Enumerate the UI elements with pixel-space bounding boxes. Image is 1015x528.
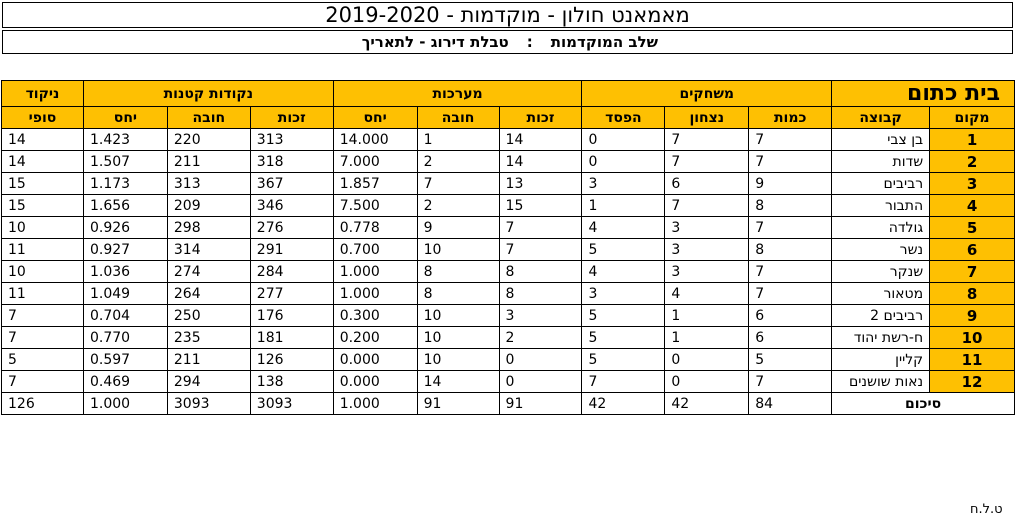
score-cell: 15: [2, 195, 84, 217]
table-row: [2, 305, 1015, 327]
sets-won-cell: 15: [499, 195, 582, 217]
lost-cell: 5: [582, 327, 665, 349]
totals-row: [2, 393, 1015, 415]
played-cell: 7: [749, 151, 832, 173]
played-cell: 5: [749, 349, 832, 371]
sets-won-cell: 8: [499, 261, 582, 283]
points-lost-cell: 294: [167, 371, 250, 393]
points-won-cell: 284: [250, 261, 333, 283]
points-won-cell: 126: [250, 349, 333, 371]
sets-lost-cell: 10: [417, 327, 499, 349]
position-cell: 7: [930, 261, 1015, 283]
total-points-lost-cell: 3093: [167, 393, 250, 415]
team-cell: גולדה: [832, 217, 930, 239]
points-ratio-cell: 1.173: [83, 173, 167, 195]
won-cell: 3: [665, 217, 749, 239]
table-row: [2, 327, 1015, 349]
lost-cell: 4: [582, 217, 665, 239]
played-cell: 8: [749, 195, 832, 217]
games-header: משחקים: [582, 81, 832, 107]
points-lost-cell: 264: [167, 283, 250, 305]
position-cell: 2: [930, 151, 1015, 173]
team-cell: התבור: [832, 195, 930, 217]
lost-cell: 1: [582, 195, 665, 217]
position-cell: 10: [930, 327, 1015, 349]
points-lost-cell: 235: [167, 327, 250, 349]
position-cell: 6: [930, 239, 1015, 261]
points-ratio-cell: 1.507: [83, 151, 167, 173]
sets-won-cell: 14: [499, 151, 582, 173]
footer-note: ט.ל.ח: [970, 502, 1003, 517]
team-cell: נשר: [832, 239, 930, 261]
score-cell: 15: [2, 173, 84, 195]
position-cell: 3: [930, 173, 1015, 195]
table-row: [2, 371, 1015, 393]
position-cell: 4: [930, 195, 1015, 217]
sets-ratio-cell: 7.000: [333, 151, 417, 173]
lost-cell: 5: [582, 305, 665, 327]
points-lost-cell: 313: [167, 173, 250, 195]
team-cell: שנקר: [832, 261, 930, 283]
score-cell: 10: [2, 217, 84, 239]
total-points-ratio-cell: 1.000: [83, 393, 167, 415]
won-cell: 6: [665, 173, 749, 195]
sets-lost-cell: 10: [417, 349, 499, 371]
sets-ratio-cell: 0.300: [333, 305, 417, 327]
total-lost-cell: 42: [582, 393, 665, 415]
team-cell: ח-רשת יהוד: [832, 327, 930, 349]
position-cell: 9: [930, 305, 1015, 327]
team-cell: בן צבי: [832, 129, 930, 151]
sets-ratio-cell: 0.700: [333, 239, 417, 261]
sets-ratio-cell: 0.200: [333, 327, 417, 349]
sets-ratio-col-header: יחס: [333, 107, 417, 129]
points-header: נקודות קטנות: [83, 81, 333, 107]
sets-ratio-cell: 0.778: [333, 217, 417, 239]
sets-won-cell: 2: [499, 327, 582, 349]
lost-cell: 5: [582, 349, 665, 371]
sets-won-cell: 0: [499, 371, 582, 393]
lost-cell: 0: [582, 129, 665, 151]
won-cell: 4: [665, 283, 749, 305]
score-cell: 7: [2, 327, 84, 349]
points-ratio-cell: 0.927: [83, 239, 167, 261]
total-score-cell: 126: [2, 393, 84, 415]
sets-ratio-cell: 1.000: [333, 283, 417, 305]
sets-won-col-header: זכות: [499, 107, 582, 129]
sets-ratio-cell: 0.000: [333, 371, 417, 393]
sets-header: מערכות: [333, 81, 582, 107]
score-cell: 11: [2, 283, 84, 305]
lost-cell: 3: [582, 283, 665, 305]
sets-ratio-cell: 14.000: [333, 129, 417, 151]
position-cell: 12: [930, 371, 1015, 393]
points-won-cell: 318: [250, 151, 333, 173]
totals-label: סיכום: [832, 393, 1015, 415]
header-row-columns: [2, 107, 1015, 129]
team-cell: רביבים 2: [832, 305, 930, 327]
position-cell: 11: [930, 349, 1015, 371]
played-cell: 6: [749, 305, 832, 327]
points-lost-cell: 220: [167, 129, 250, 151]
played-cell: 9: [749, 173, 832, 195]
score-cell: 10: [2, 261, 84, 283]
played-cell: 8: [749, 239, 832, 261]
table-row: [2, 129, 1015, 151]
won-cell: 0: [665, 349, 749, 371]
team-cell: קליין: [832, 349, 930, 371]
sets-ratio-cell: 1.000: [333, 261, 417, 283]
score-cell: 14: [2, 129, 84, 151]
table-row: [2, 195, 1015, 217]
stage-label: שלב המוקדמות: [550, 33, 658, 51]
played-cell: 7: [749, 371, 832, 393]
played-cell: 6: [749, 327, 832, 349]
total-points-won-cell: 3093: [250, 393, 333, 415]
points-won-cell: 176: [250, 305, 333, 327]
won-cell: 1: [665, 327, 749, 349]
points-ratio-cell: 0.770: [83, 327, 167, 349]
position-cell: 8: [930, 283, 1015, 305]
team-cell: רביבים: [832, 173, 930, 195]
table-row: [2, 349, 1015, 371]
page-title: מאמאנט חולון - מוקדמות - 2019-2020: [2, 2, 1013, 28]
points-ratio-cell: 1.049: [83, 283, 167, 305]
score-cell: 7: [2, 305, 84, 327]
won-cell: 0: [665, 371, 749, 393]
played-cell: 7: [749, 129, 832, 151]
points-won-col-header: זכות: [250, 107, 333, 129]
lost-cell: 0: [582, 151, 665, 173]
points-won-cell: 277: [250, 283, 333, 305]
sets-won-cell: 14: [499, 129, 582, 151]
sets-won-cell: 8: [499, 283, 582, 305]
position-cell: 1: [930, 129, 1015, 151]
lost-cell: 3: [582, 173, 665, 195]
sets-won-cell: 13: [499, 173, 582, 195]
final-score-col-header: סופי: [2, 107, 84, 129]
points-lost-cell: 274: [167, 261, 250, 283]
points-ratio-cell: 0.704: [83, 305, 167, 327]
score-cell: 7: [2, 371, 84, 393]
sets-ratio-cell: 7.500: [333, 195, 417, 217]
points-ratio-cell: 1.656: [83, 195, 167, 217]
sets-lost-cell: 8: [417, 283, 499, 305]
table-row: [2, 173, 1015, 195]
sets-ratio-cell: 0.000: [333, 349, 417, 371]
sets-lost-cell: 8: [417, 261, 499, 283]
won-cell: 7: [665, 195, 749, 217]
points-ratio-cell: 0.469: [83, 371, 167, 393]
points-won-cell: 138: [250, 371, 333, 393]
sets-won-cell: 3: [499, 305, 582, 327]
lost-cell: 5: [582, 239, 665, 261]
points-won-cell: 346: [250, 195, 333, 217]
played-col-header: כמות: [749, 107, 832, 129]
sets-lost-cell: 2: [417, 195, 499, 217]
points-ratio-col-header: יחס: [83, 107, 167, 129]
won-cell: 7: [665, 129, 749, 151]
sets-won-cell: 0: [499, 349, 582, 371]
points-ratio-cell: 1.036: [83, 261, 167, 283]
group-name: בית כתום: [832, 81, 1015, 107]
total-played-cell: 84: [749, 393, 832, 415]
team-cell: נאות שושנים: [832, 371, 930, 393]
played-cell: 7: [749, 217, 832, 239]
score-cell: 11: [2, 239, 84, 261]
table-row: [2, 217, 1015, 239]
points-lost-cell: 314: [167, 239, 250, 261]
points-lost-col-header: חובה: [167, 107, 250, 129]
points-won-cell: 276: [250, 217, 333, 239]
played-cell: 7: [749, 261, 832, 283]
won-cell: 3: [665, 239, 749, 261]
sets-lost-cell: 1: [417, 129, 499, 151]
lost-cell: 4: [582, 261, 665, 283]
points-won-cell: 367: [250, 173, 333, 195]
table-row: [2, 283, 1015, 305]
total-sets-won-cell: 91: [499, 393, 582, 415]
points-won-cell: 181: [250, 327, 333, 349]
sets-lost-cell: 10: [417, 239, 499, 261]
points-ratio-cell: 0.597: [83, 349, 167, 371]
lost-cell: 7: [582, 371, 665, 393]
lost-col-header: הפסד: [582, 107, 665, 129]
sets-lost-cell: 10: [417, 305, 499, 327]
position-col-header: מקום: [930, 107, 1015, 129]
total-sets-lost-cell: 91: [417, 393, 499, 415]
score-cell: 14: [2, 151, 84, 173]
subtitle-bar: [2, 30, 1013, 54]
points-lost-cell: 211: [167, 151, 250, 173]
won-cell: 7: [665, 151, 749, 173]
standings-table: [1, 80, 1015, 415]
points-lost-cell: 298: [167, 217, 250, 239]
points-lost-cell: 209: [167, 195, 250, 217]
score-cell: 5: [2, 349, 84, 371]
sets-won-cell: 7: [499, 217, 582, 239]
points-won-cell: 291: [250, 239, 333, 261]
header-row-groups: [2, 81, 1015, 107]
sets-won-cell: 7: [499, 239, 582, 261]
won-cell: 3: [665, 261, 749, 283]
points-won-cell: 313: [250, 129, 333, 151]
team-col-header: קבוצה: [832, 107, 930, 129]
table-row: [2, 151, 1015, 173]
total-won-cell: 42: [665, 393, 749, 415]
table-name-label: טבלת דירוג - לתאריך: [361, 33, 509, 51]
sets-ratio-cell: 1.857: [333, 173, 417, 195]
table-row: [2, 239, 1015, 261]
points-ratio-cell: 0.926: [83, 217, 167, 239]
points-lost-cell: 211: [167, 349, 250, 371]
position-cell: 5: [930, 217, 1015, 239]
won-col-header: נצחון: [665, 107, 749, 129]
sets-lost-col-header: חובה: [417, 107, 499, 129]
table-row: [2, 261, 1015, 283]
sets-lost-cell: 9: [417, 217, 499, 239]
points-lost-cell: 250: [167, 305, 250, 327]
team-cell: שדות: [832, 151, 930, 173]
points-ratio-cell: 1.423: [83, 129, 167, 151]
total-sets-ratio-cell: 1.000: [333, 393, 417, 415]
subtitle-separator: :: [526, 33, 533, 51]
team-cell: מטאור: [832, 283, 930, 305]
score-header: ניקוד: [2, 81, 84, 107]
played-cell: 7: [749, 283, 832, 305]
won-cell: 1: [665, 305, 749, 327]
sets-lost-cell: 7: [417, 173, 499, 195]
sets-lost-cell: 2: [417, 151, 499, 173]
sets-lost-cell: 14: [417, 371, 499, 393]
